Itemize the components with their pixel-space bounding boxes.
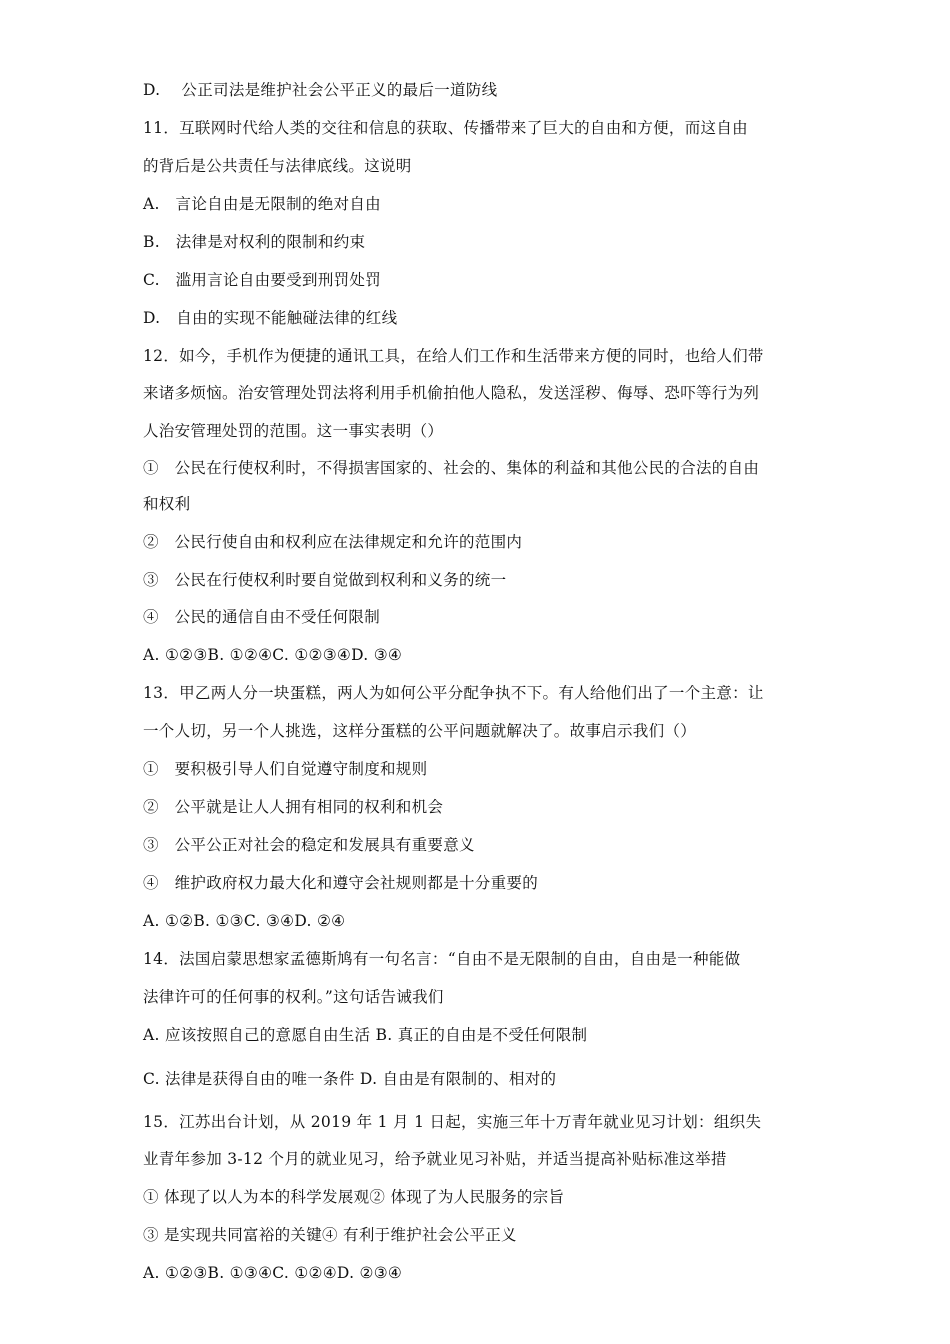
q12-item1-line2: 和权利 [143,495,191,513]
q13-stem-line1: 13．甲乙两人分一块蛋糕，两人为如何公平分配争执不下。有人给他们出了一个主意：让 [143,684,764,702]
q11-option-b: B. 法律是对权利的限制和约束 [143,233,366,251]
q11-stem-line2: 的背后是公共责任与法律底线。这说明 [143,157,412,175]
q14-stem-line1: 14．法国启蒙思想家孟德斯鸠有一句名言：“自由不是无限制的自由，自由是一种能做 [143,950,741,968]
q13-choices: A. ①②B. ①③C. ③④D. ②④ [143,912,346,930]
q15-stem-line2: 业青年参加 3-12 个月的就业见习，给予就业见习补贴，并适当提高补贴标准这举措 [143,1150,727,1168]
q14-choices-line2: C. 法律是获得自由的唯一条件 D. 自由是有限制的、相对的 [143,1070,557,1088]
q13-item2: ② 公平就是让人人拥有相同的权利和机会 [143,798,444,816]
q11-option-c: C. 滥用言论自由要受到刑罚处罚 [143,271,382,289]
q12-stem-line2: 来诸多烦恼。治安管理处罚法将利用手机偷拍他人隐私，发送淫秽、侮辱、恐吓等行为列 [143,384,760,402]
q15-items-line1: ① 体现了以人为本的科学发展观② 体现了为人民服务的宗旨 [143,1188,565,1206]
q12-item4: ④ 公民的通信自由不受任何限制 [143,608,381,626]
q10-option-d: D. 公正司法是维护社会公平正义的最后一道防线 [143,81,498,99]
q13-item3: ③ 公平公正对社会的稳定和发展具有重要意义 [143,836,475,854]
q13-item4: ④ 维护政府权力最大化和遵守会社规则都是十分重要的 [143,874,539,892]
q13-item1: ① 要积极引导人们自觉遵守制度和规则 [143,760,428,778]
q12-item3: ③ 公民在行使权利时要自觉做到权利和义务的统一 [143,571,507,589]
q11-stem-line1: 11．互联网时代给人类的交往和信息的获取、传播带来了巨大的自由和方便，而这自由 [143,119,748,137]
q11-option-d: D. 自由的实现不能触碰法律的红线 [143,309,398,327]
q12-stem-line3: 人治安管理处罚的范围。这一事实表明（） [143,422,444,440]
q14-stem-line2: 法律许可的任何事的权利。”这句话告诫我们 [143,988,444,1006]
q12-item1-line1: ① 公民在行使权利时，不得损害国家的、社会的、集体的利益和其他公民的合法的自由 [143,459,760,477]
q12-choices: A. ①②③B. ①②④C. ①②③④D. ③④ [143,646,403,664]
q15-items-line2: ③ 是实现共同富裕的关键④ 有利于维护社会公平正义 [143,1226,517,1244]
q14-choices-line1: A. 应该按照自己的意愿自由生活 B. 真正的自由是不受任何限制 [143,1026,588,1044]
q15-stem-line1: 15．江苏出台计划，从 2019 年 1 月 1 日起，实施三年十万青年就业见习计划：组织失 [143,1113,762,1131]
q12-stem-line1: 12．如今，手机作为便捷的通讯工具，在给人们工作和生活带来方便的同时，也给人们带 [143,347,764,365]
q12-item2: ② 公民行使自由和权利应在法律规定和允许的范围内 [143,533,523,551]
q15-choices: A. ①②③B. ①③④C. ①②④D. ②③④ [143,1264,403,1282]
q13-stem-line2: 一个人切，另一个人挑选，这样分蛋糕的公平问题就解决了。故事启示我们（） [143,722,697,740]
q11-option-a: A. 言论自由是无限制的绝对自由 [143,195,381,213]
